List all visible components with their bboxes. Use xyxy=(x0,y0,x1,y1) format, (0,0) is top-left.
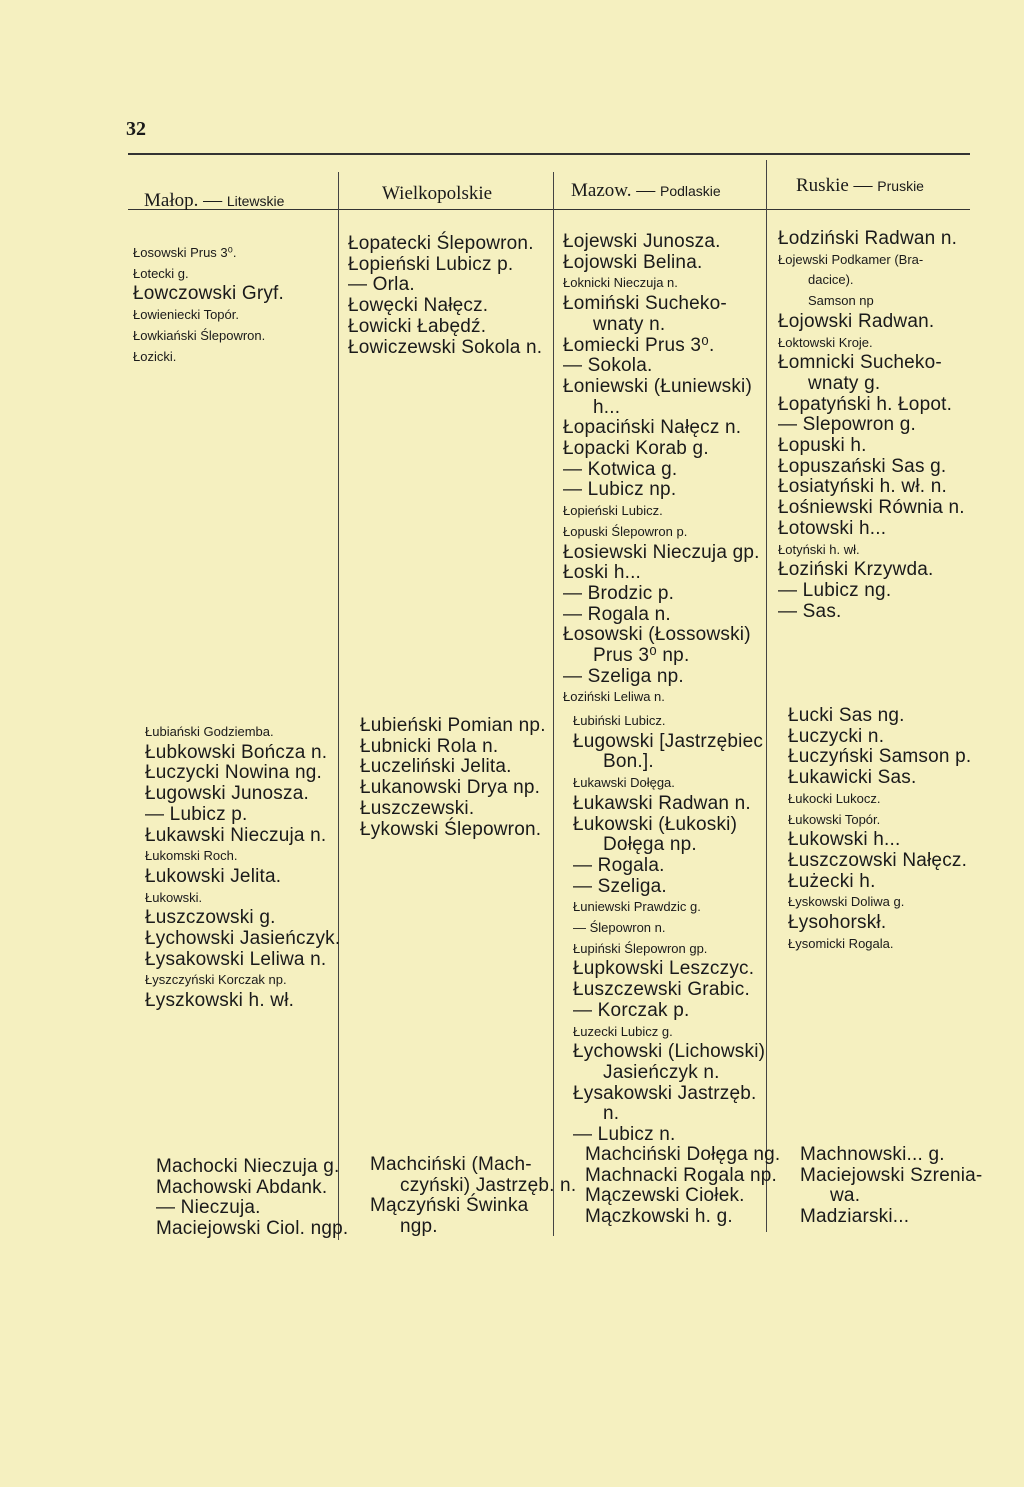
entry-line: — Sas. xyxy=(778,600,842,622)
entry-line: — Lubicz p. xyxy=(145,803,248,825)
section-2-col-4 xyxy=(788,706,971,954)
entry-line: Łuszczowski g. xyxy=(145,907,276,929)
entry-line: — Szeliga np. xyxy=(563,665,684,687)
entry-line: wnaty g. xyxy=(808,372,881,394)
entry-line: Łychowski (Lichowski) xyxy=(573,1041,766,1063)
entry-line: n. xyxy=(603,1103,620,1125)
entry-line: Łysakowski Leliwa n. xyxy=(145,948,327,970)
entry-line: Bon.]. xyxy=(603,751,654,773)
entry-line: h... xyxy=(593,396,621,418)
column-divider-2 xyxy=(553,172,554,1236)
entry-line: Łukanowski Drya np. xyxy=(360,777,541,799)
entry-line: — Ślepowron n. xyxy=(573,920,666,936)
entry-line: Łukowski Jelita. xyxy=(145,865,282,887)
entry-line: Łuczycki Nowina ng. xyxy=(145,762,322,784)
entry-line: Łukowski (Łukoski) xyxy=(573,813,738,835)
entry-line: Łoziński Krzywda. xyxy=(778,559,934,581)
entry-line: Samson np xyxy=(808,293,874,309)
entry-line: Łyskowski Doliwa g. xyxy=(788,894,905,910)
entry-line: dacice). xyxy=(808,272,854,288)
entry-line: ngp. xyxy=(400,1216,438,1238)
entry-line: Łuszczewski. xyxy=(360,797,475,819)
entry-line: wa. xyxy=(830,1185,861,1207)
section-1-col-1 xyxy=(133,243,284,367)
entry-line: Łucki Sas ng. xyxy=(788,705,905,726)
entry-line: Łukawicki Sas. xyxy=(788,767,917,789)
entry-line: Łukowski. xyxy=(145,889,203,905)
entry-line: Łojowski Radwan. xyxy=(778,310,935,332)
column-header-mazow: Mazow. — Podlaskie xyxy=(571,180,721,201)
entry-line: — Lubicz np. xyxy=(563,479,677,501)
entry-line: Łużecki h. xyxy=(788,870,876,892)
entry-line: Łukowski Topór. xyxy=(788,811,881,827)
entry-line: Madziarski... xyxy=(800,1206,910,1228)
entry-line: Łuszczewski Grabic. xyxy=(573,979,750,1001)
entry-line: Łowęcki Nałęcz. xyxy=(348,295,489,317)
entry-line: Łyszkowski h. wł. xyxy=(145,990,295,1012)
entry-line: Mączyński Świnka xyxy=(370,1195,529,1217)
entry-line: Łowieniecki Topór. xyxy=(133,307,239,323)
section-1-col-2 xyxy=(348,234,542,358)
entry-line: Dołęga np. xyxy=(603,834,697,856)
entry-line: Łubieński Pomian np. xyxy=(360,715,546,736)
entry-line: Ługowski Junosza. xyxy=(145,783,309,805)
entry-line: Machciński (Mach- xyxy=(370,1154,532,1175)
entry-line: Łysohorskł. xyxy=(788,912,887,934)
entry-line: Łukocki Lukocz. xyxy=(788,790,881,806)
column-header-wielkopolskie: Wielkopolskie xyxy=(382,183,493,204)
entry-line: Łomiecki Prus 3⁰. xyxy=(563,334,715,356)
entry-line: Łośniewski Równia n. xyxy=(778,497,965,519)
entry-line: Machnowski... g. xyxy=(800,1144,945,1165)
entry-line: Łukawski Dołęga. xyxy=(573,775,675,791)
entry-line: Łyszczyński Korczak np. xyxy=(145,972,287,988)
column-divider-1 xyxy=(338,172,339,1240)
entry-line: — Rogala n. xyxy=(563,603,671,625)
entry-line: Łuszczowski Nałęcz. xyxy=(788,849,968,871)
entry-line: Łosiatyński h. wł. n. xyxy=(778,476,947,498)
section-2-col-3 xyxy=(573,711,765,1146)
entry-line: Łopieński Lubicz p. xyxy=(348,253,514,275)
entry-line: Łopuski Ślepowron p. xyxy=(563,523,688,539)
entry-line: Ługowski [Jastrzębiec xyxy=(573,730,764,752)
entry-line: Łowicki Łabędź. xyxy=(348,315,487,337)
entry-line: wnaty n. xyxy=(593,313,666,335)
entry-line: Łubiński Lubicz. xyxy=(573,713,666,728)
entry-line: Łuczycki n. xyxy=(788,725,885,747)
entry-line: — Orla. xyxy=(348,274,415,296)
entry-line: Jasieńczyk n. xyxy=(603,1061,720,1083)
entry-line: — Rogala. xyxy=(573,854,665,876)
entry-line: Mączkowski h. g. xyxy=(585,1206,733,1228)
page-number: 32 xyxy=(126,118,146,140)
entry-line: Łodziński Radwan n. xyxy=(778,228,958,249)
entry-line: Łukawski Nieczuja n. xyxy=(145,824,327,846)
entry-line: Łykowski Ślepowron. xyxy=(360,818,542,840)
entry-line: Łopaciński Nałęcz n. xyxy=(563,417,742,439)
entry-line: — Lubicz ng. xyxy=(778,579,892,601)
entry-line: Łoziński Leliwa n. xyxy=(563,689,665,705)
entry-line: — Brodzic p. xyxy=(563,582,675,604)
entry-line: — Korczak p. xyxy=(573,999,690,1021)
entry-line: Łukowski h... xyxy=(788,829,901,851)
entry-line: Łomnicki Sucheko- xyxy=(778,352,942,374)
entry-line: Prus 3⁰ np. xyxy=(593,645,690,667)
entry-line: Łosowski Prus 3⁰. xyxy=(133,245,237,260)
section-1-col-4 xyxy=(778,229,965,622)
entry-line: Łupkowski Leszczyc. xyxy=(573,958,755,980)
entry-line: Łotowski h... xyxy=(778,517,887,539)
entry-line: Machnacki Rogala np. xyxy=(585,1164,777,1186)
entry-line: Łubkowski Bończa n. xyxy=(145,741,328,763)
entry-line: — Szeliga. xyxy=(573,875,667,897)
entry-line: Łowiczewski Sokola n. xyxy=(348,336,543,358)
entry-line: Łopatecki Ślepowron. xyxy=(348,233,534,254)
entry-line: Łotyński h. wł. xyxy=(778,541,860,557)
entry-line: — Lubicz n. xyxy=(573,1124,676,1146)
section-2-col-2 xyxy=(360,716,546,840)
entry-line: — Sokola. xyxy=(563,355,653,377)
entry-line: Łuzecki Lubicz g. xyxy=(573,1023,673,1039)
section-3-col-2 xyxy=(370,1155,576,1238)
entry-line: Łopacki Korab g. xyxy=(563,438,709,460)
entry-line: — Slepowron g. xyxy=(778,414,916,436)
entry-line: Łojewski Junosza. xyxy=(563,231,721,252)
entry-line: Łojewski Podkamer (Bra- xyxy=(778,251,924,267)
entry-line: Mączewski Ciołek. xyxy=(585,1185,745,1207)
entry-line: Łupiński Ślepowron gp. xyxy=(573,940,708,956)
section-1-col-3 xyxy=(563,232,760,708)
entry-line: Łotecki g. xyxy=(133,265,189,281)
entry-line: Łubnicki Rola n. xyxy=(360,735,499,757)
entry-line: Łosiewski Nieczuja gp. xyxy=(563,541,760,563)
entry-line: Łychowski Jasieńczyk. xyxy=(145,928,341,950)
entry-line: Łoski h... xyxy=(563,562,642,584)
entry-line: — Kotwica g. xyxy=(563,458,678,480)
entry-line: Łopuszański Sas g. xyxy=(778,455,947,477)
column-header-ruskie: Ruskie — Pruskie xyxy=(796,175,924,196)
entry-line: Łopuski h. xyxy=(778,435,867,457)
entry-line: Łopieński Lubicz. xyxy=(563,503,663,519)
section-3-col-4 xyxy=(800,1145,982,1228)
section-3-col-3 xyxy=(585,1145,780,1228)
entry-line: Machciński Dołęga ng. xyxy=(585,1144,781,1165)
section-2-col-1 xyxy=(145,722,340,1012)
entry-line: Łojowski Belina. xyxy=(563,251,703,273)
entry-line: Maciejowski Ciol. ngp. xyxy=(156,1218,349,1240)
entry-line: Łosowski (Łossowski) xyxy=(563,624,751,646)
top-rule xyxy=(128,153,970,155)
entry-line: Łukawski Radwan n. xyxy=(573,792,751,814)
entry-line: Łozicki. xyxy=(133,348,177,364)
entry-line: Łubiański Godziemba. xyxy=(145,724,274,739)
entry-line: Machowski Abdank. xyxy=(156,1176,328,1198)
entry-line: Łuczyński Samson p. xyxy=(788,746,972,768)
entry-line: Łoknicki Nieczuja n. xyxy=(563,275,678,291)
column-divider-3 xyxy=(766,160,767,1232)
entry-line: — Nieczuja. xyxy=(156,1197,261,1219)
section-3-col-1 xyxy=(156,1157,348,1240)
entry-line: Łuniewski Prawdzic g. xyxy=(573,899,701,915)
entry-line: Machocki Nieczuja g. xyxy=(156,1156,340,1177)
column-header-malop: Małop. — Litewskie xyxy=(144,190,285,211)
entry-line: Łowkiański Ślepowron. xyxy=(133,327,266,343)
entry-line: Łoktowski Kroje. xyxy=(778,334,873,350)
entry-line: Łopatyński h. Łopot. xyxy=(778,393,953,415)
entry-line: Łysomicki Rogala. xyxy=(788,935,894,951)
entry-line: Łomiński Sucheko- xyxy=(563,293,727,315)
entry-line: Łowczowski Gryf. xyxy=(133,283,285,305)
entry-line: czyński) Jastrzęb. n. xyxy=(400,1174,577,1196)
entry-line: Łukomski Roch. xyxy=(145,848,238,864)
entry-line: Łysakowski Jastrzęb. xyxy=(573,1082,757,1104)
entry-line: Maciejowski Szrenia- xyxy=(800,1164,983,1186)
entry-line: Łuczeliński Jelita. xyxy=(360,756,512,778)
entry-line: Łoniewski (Łuniewski) xyxy=(563,375,752,397)
